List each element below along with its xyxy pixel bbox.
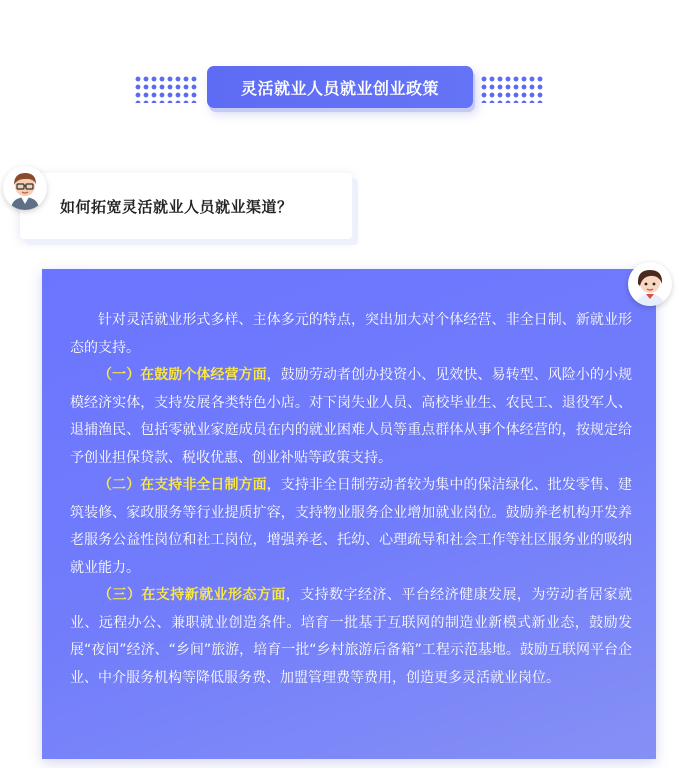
dot-pattern-left [134, 75, 198, 103]
answer-item-text: ，鼓励劳动者创办投资小、见效快、易转型、风险小的小规模经济实体，支持发展各类特色小店。对下岗失业人员、高校毕业生、农民工、退役军人、退捕渔民、包括零就业家庭成员在内的就业困难人员等重点群体从事个体经营的，按规定给予创业担保贷款、税收优惠、创业补贴等政策支持。 [70, 367, 633, 466]
answerer-avatar-icon [628, 262, 672, 306]
answer-item-text: ，支持非全日制劳动者较为集中的保洁绿化、批发零售、建筑装修、家政服务等行业提质扩容，支持物业服务企业增加就业岗位。鼓励养老机构开发养老服务公益性岗位和社工岗位，增强养老、托幼、心理疏导和社会工作等社区服务业的吸纳就业能力。 [70, 477, 633, 576]
answer-item-heading: （一）在鼓励个体经营方面 [98, 367, 267, 383]
answer-intro: 针对灵活就业形式多样、主体多元的特点，突出加大对个体经营、非全日制、新就业形态的支持。 [70, 312, 632, 356]
question-text: 如何拓宽灵活就业人员就业渠道？ [60, 198, 293, 216]
answer-card [42, 269, 656, 759]
section-header [0, 64, 680, 112]
answer-item-heading: （三）在支持新就业形态方面 [98, 587, 286, 603]
answer-item [70, 582, 632, 692]
header-title: 灵活就业人员就业创业政策 [207, 66, 473, 108]
questioner-avatar-icon [3, 166, 47, 210]
answer-body [70, 307, 632, 692]
dot-pattern-right [480, 75, 544, 103]
answer-item-heading: （二）在支持非全日制方面 [98, 477, 267, 493]
answer-item-text: ，支持数字经济、平台经济健康发展，为劳动者居家就业、远程办公、兼职就业创造条件。培育一批基于互联网的制造业新模式新业态，鼓励发展“夜间”经济、“乡间”旅游，培育一批“乡村旅游后备箱”工程示范基地。鼓励互联网平台企业、中介服务机构等降低服务费、加盟管理费等费用，创造更多灵活就业岗位。 [70, 587, 633, 686]
question-card [20, 173, 352, 239]
answer-item [70, 472, 632, 582]
answer-item [70, 362, 632, 472]
